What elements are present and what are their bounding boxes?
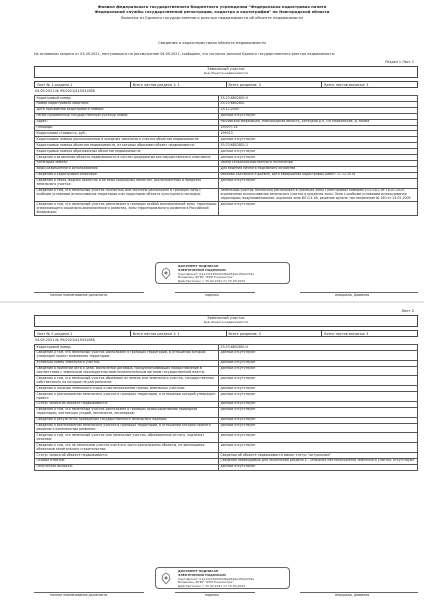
row-value: 53:23:6802801:0 <box>219 345 418 351</box>
row-label: Сведения о том, что земельный участок расположен в границах территории, в отношении которой утвержден проект межевания территории: <box>35 350 219 360</box>
extract-type: Сведения о характеристиках объекта недвижимости <box>158 40 266 45</box>
signature-caption-position: полное наименование должности <box>50 593 108 597</box>
signature-caption-name: инициалы, фамилия <box>335 293 370 297</box>
e-signature-stamp-2 <box>155 567 290 589</box>
section-label: Раздел 1 Лист 1 <box>385 60 414 64</box>
row-label: Сведения о расположении земельного участка в границах территории, в отношении которой принято решение о комплексном развитии: <box>35 423 219 433</box>
row-label: Категория земель: <box>35 160 219 166</box>
table-row <box>35 178 418 188</box>
row-value: 53:23:6802801:0 <box>219 96 418 102</box>
row-label: Сведения о включении объекта недвижимости в состав предприятия как имущественного комплекса: <box>35 155 219 161</box>
row-label: Статус записи об объекте недвижимости: <box>35 453 219 459</box>
agency-name-line2: Федеральной службы государственной регистрации, кадастра и картографии" по Новгородской области <box>94 9 330 14</box>
row-label: Статус записи об объекте недвижимости: <box>35 401 219 407</box>
table-row <box>35 423 418 433</box>
row-label: Адрес: <box>35 119 219 125</box>
row-label: Кадастровый номер: <box>35 345 219 351</box>
info-table-1 <box>34 95 418 216</box>
object-title-2: Земельный участок <box>207 316 245 320</box>
table-row <box>35 366 418 376</box>
row-value: данные отсутствуют <box>219 386 418 392</box>
meta-sheets-total: Всего листов раздела 1: 1 <box>131 331 227 336</box>
row-label: Сведения о том, что земельный участок расположен в границах особой экономической зоны, территории опережающего социально-экономического развития, зоны территориального развития в Российской Федерации: <box>36 201 217 214</box>
stamp-line-2: ЭЛЕКТРОННОЙ ПОДПИСЬЮ <box>178 572 226 577</box>
row-value: 23.12.2005 <box>219 107 418 113</box>
row-value: данные отсутствуют <box>219 407 418 417</box>
row-value: Сведения необходимые для заполнения раздела 4 - Описание местоположения земельного участка, отсутствуют <box>219 458 418 464</box>
row-value: данные отсутствуют <box>219 113 418 119</box>
stamp-line-2: ЭЛЕКТРОННОЙ ПОДПИСЬЮ <box>178 267 226 272</box>
sheet-meta-row-2 <box>34 330 418 337</box>
stamp-line-1: ДОКУМЕНТ ПОДПИСАН <box>178 264 219 268</box>
row-label: Ранее присвоенный государственный учетный номер: <box>35 113 219 119</box>
stamp-line-3: Сертификат: 01e13c5300dfad6a934ab1f9a0c59a <box>178 271 255 276</box>
row-label: Сведения о наличии земельного спора о местоположении границ земельных участков: <box>35 386 219 392</box>
row-label: Особые отметки: <box>35 458 219 464</box>
row-value: Иванова Екатерина Юрьевна, дата завершения кадастровых работ: 11.12.2019 <box>219 172 418 178</box>
signature-caption-sign: подпись <box>205 293 220 297</box>
row-label: Условный номер земельного участка: <box>35 360 219 366</box>
table-row <box>35 464 418 470</box>
row-label: Сведения о том, что на земельном участке или в его части расположены объекты, не являющиеся объектами капитального строительства: <box>35 443 219 453</box>
emblem-icon <box>160 267 172 280</box>
row-value: данные отсутствуют <box>219 376 418 386</box>
row-value: данные отсутствуют <box>219 178 418 188</box>
signature-caption-position: полное наименование должности <box>50 293 108 297</box>
table-row <box>35 407 418 417</box>
info-table-2 <box>34 344 418 471</box>
table-row <box>35 350 418 360</box>
row-value: данные отсутствуют <box>219 137 418 143</box>
row-label: Виды разрешенного использования: <box>35 166 219 172</box>
row-value: Для ведения личного подсобного хозяйства <box>219 166 418 172</box>
stamp-line-5: Действителен: с 15.02.2021 по 15.05.2022 <box>178 583 246 588</box>
row-label: Сведения о кадастровом инженере: <box>35 172 219 178</box>
row-label: Сведения о том, что земельный участок полностью или частично расположен в границах зоны с особыми условиями использования территории или территории объекта культурного наследия: <box>35 188 219 202</box>
table-row <box>35 376 418 386</box>
object-title: Земельный участок <box>207 67 245 71</box>
row-label: Сведения о результатах проведения государственного земельного надзора: <box>35 417 219 423</box>
row-value: Российская Федерация, Новгородская область, Батецкий р-н, с/п Мойкинское, д. Мойка <box>219 119 418 125</box>
row-label: Сведения о том, что земельный участок расположен в границах особо охраняемой природной территории, охотничьих угодий, лесничеств, лесопарков: <box>35 407 219 417</box>
row-label: Кадастровые номера объектов недвижимости, из которых образован объект недвижимости: <box>35 143 219 149</box>
extract-title: Выписка из Единого государственного реестра недвижимости об объекте недвижимости <box>121 15 303 20</box>
row-value: 1500+/-14 <box>219 125 418 131</box>
meta-sections: Всего разделов: 3 <box>227 82 323 87</box>
date-number: 04.09.2021 № 99/2021/419431088 <box>35 89 95 93</box>
row-value: данные отсутствуют <box>219 464 418 470</box>
row-value: данные отсутствуют <box>219 401 418 407</box>
row-value: данные отсутствуют <box>219 149 418 155</box>
row-value: данные отсутствуют <box>219 155 418 161</box>
row-label: Номер кадастрового квартала: <box>35 101 219 107</box>
stamp-line-4: Владелец: ФГБУ "ФКП Росреестра" <box>178 275 234 279</box>
object-title-caption: вид объекта недвижимости <box>203 71 249 76</box>
meta-sections: Всего разделов: 3 <box>227 331 323 336</box>
table-row <box>35 443 418 453</box>
table-row <box>35 433 418 443</box>
request-basis: На основании запроса от 03.09.2021, поступившего на рассмотрение 04.09.2021, сообщаем, что согласно записям Единого государственного реестра недвижимости: <box>34 52 336 56</box>
row-label: Кадастровые номера образованных объектов недвижимости: <box>35 149 219 155</box>
row-value: данные отсутствуют <box>219 423 418 433</box>
object-title-box <box>34 66 418 78</box>
emblem-icon <box>160 572 172 585</box>
e-signature-stamp <box>155 262 290 284</box>
row-label: Кадастровые номера расположенных в пределах земельного участка объектов недвижимости: <box>35 137 219 143</box>
row-value: 299013 <box>219 131 418 137</box>
row-label: Сведения о том, что земельный участок или земельные участки, образованные из него, подлежат изъятию: <box>35 433 219 443</box>
object-title-box-2 <box>34 315 418 327</box>
meta-sheets-total: Всего листов раздела 1: 1 <box>131 82 227 87</box>
row-value: Сведения об объекте недвижимости имеют статус "актуальные" <box>219 453 418 459</box>
meta-pages: Всего листов выписки: 3 <box>324 332 369 336</box>
row-value: данные отсутствуют <box>219 443 418 453</box>
row-label: Сведения о принятии акта и (или) заключении договора, предусматривающих предоставление в соответствии с земельным законодательством исполнительным органом государственной власти: <box>35 366 219 376</box>
row-label: Кадастровый номер: <box>35 96 219 102</box>
page-separator <box>0 301 424 303</box>
signature-caption-sign: подпись <box>205 593 220 597</box>
sheet-meta-row <box>34 81 418 88</box>
row-value: данные отсутствуют <box>219 392 418 402</box>
row-label: Получатель выписки: <box>35 464 219 470</box>
row-label: Сведения о том, что земельный участок образован из земель или земельного участка, государственная собственность на которые не разграничена: <box>35 376 219 386</box>
meta-sheet: Лист № 1 раздела 1 <box>35 82 131 87</box>
stamp-line-1: ДОКУМЕНТ ПОДПИСАН <box>178 569 219 573</box>
row-value: данные отсутствуют <box>219 202 418 216</box>
row-value: 53:23:6802801:1 <box>219 143 418 149</box>
row-value: данные отсутствуют <box>219 417 418 423</box>
date-number-2: 04.09.2021 № 99/2021/419431088 <box>35 338 95 342</box>
page-label: Лист 2 <box>401 309 414 313</box>
row-value: 53:23:6802801 <box>219 101 418 107</box>
stamp-line-5: Действителен: с 15.02.2021 по 15.05.2022 <box>178 278 246 283</box>
row-value: данные отсутствуют <box>219 433 418 443</box>
row-value: Земли сельскохозяйственного назначения <box>219 160 418 166</box>
table-row <box>35 392 418 402</box>
meta-pages: Всего листов выписки: 3 <box>324 83 369 87</box>
row-label: Дата присвоения кадастрового номера: <box>35 107 219 113</box>
row-label: Сведения о расположении земельного участка в границах территории, в отношении которой утвержден проект: <box>35 392 219 402</box>
row-label: Площадь: <box>35 125 219 131</box>
row-value: Земельный участок полностью расположен в границах зоны с реестровым номером 53:23-6.2 от 16.01.2020, ограничение использования земельного участка в пределах зоны: Зона с особыми условиями использования территории, вид/наименование: охранная зона ВЛ-0,4 кВ, решение органа: постановление № 160 от 24.02.2009 <box>219 188 418 202</box>
signature-caption-name: инициалы, фамилия <box>335 593 370 597</box>
row-value: данные отсутствуют <box>219 366 418 376</box>
row-label: Сведения о лесах, водных объектах и об иных природных объектах, расположенных в пределах земельного участка: <box>35 178 219 188</box>
table-row <box>35 202 418 216</box>
meta-sheet: Лист № 2 раздела 1 <box>35 331 131 336</box>
row-value: данные отсутствуют <box>219 350 418 360</box>
stamp-line-3: Сертификат: 01e13c5300dfad6a934ab1f9a0c59a <box>178 576 255 581</box>
row-label: Кадастровая стоимость, руб.: <box>35 131 219 137</box>
agency-name: Филиал федерального государственного бюджетного учреждения "Федеральная кадастровая палата <box>97 4 327 9</box>
row-value: данные отсутствуют <box>219 360 418 366</box>
table-row <box>35 188 418 202</box>
object-title-caption-2: вид объекта недвижимости <box>203 320 249 325</box>
document-page-2 <box>0 305 424 600</box>
stamp-line-4: Владелец: ФГБУ "ФКП Росреестра" <box>178 580 234 584</box>
